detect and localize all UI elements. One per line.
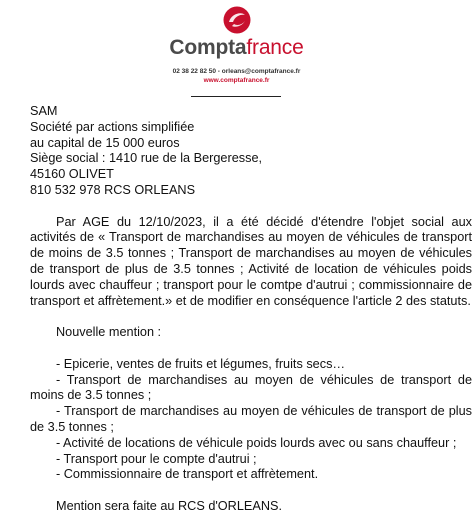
- company-seat: Siège social : 1410 rue de la Bergeresse,: [30, 151, 263, 166]
- list-item-text: - Transport de marchandises au moyen de véhicules de transport de plus de 3.5 tonnes ;: [30, 404, 472, 434]
- decision-paragraph: [30, 215, 472, 310]
- spacer: [30, 341, 472, 357]
- list-item-text: - Epicerie, ventes de fruits et légumes, fruits secs…: [56, 356, 346, 371]
- website-link[interactable]: www.comptafrance.fr: [203, 77, 270, 84]
- header-divider: [191, 96, 281, 97]
- new-mention-title: [30, 325, 472, 341]
- legal-notice: [30, 104, 472, 515]
- new-mention-title-text: Nouvelle mention :: [56, 325, 162, 340]
- list-item-text: - Transport de marchandises au moyen de véhicules de transport de moins de 3.5 tonnes ;: [30, 372, 472, 403]
- contact-line: 02 38 22 82 50 - orleans@comptafrance.fr: [172, 68, 301, 75]
- list-item-text: - Activité de locations de véhicule poids lourds avec ou sans chauffeur ;: [56, 435, 457, 450]
- comptafrance-logo-icon: [223, 6, 251, 34]
- decision-text: Par AGE du 12/10/2023, il a été décidé d'étendre l'objet social aux activités de « Transport de marchandises au moyen de véhicules de transport de moins de 3.5 tonnes ; Transport de marchandises au moyen de véhicules de transport de plus de 3.5 tonnes ; Activité de location de véhicules poids lourds avec chauffeur ; transport pour le comtpe d'autrui ; commissionnaire de transport et affrètement.» et de modifier en conséquence l'article 2 des statuts.: [30, 214, 472, 308]
- list-item: [30, 467, 472, 483]
- brand-name-light: france: [246, 36, 304, 59]
- company-rcs: 810 532 978 RCS ORLEANS: [30, 182, 196, 197]
- new-mention-list: [30, 357, 472, 483]
- list-item-text: - Commissionnaire de transport et affrètement.: [56, 467, 319, 482]
- list-item-text: - Transport pour le compte d'autrui ;: [56, 451, 257, 466]
- brand-name: [0, 37, 473, 59]
- brand-name-bold: Compta: [169, 36, 247, 59]
- spacer: [30, 483, 472, 499]
- closing-text: Mention sera faite au RCS d'ORLEANS.: [56, 498, 282, 513]
- spacer: [30, 309, 472, 325]
- letterhead: [0, 0, 473, 100]
- list-item: [30, 404, 472, 436]
- company-capital: au capital de 15 000 euros: [30, 135, 180, 150]
- company-name: SAM: [30, 104, 58, 118]
- closing-paragraph: [30, 499, 472, 515]
- company-postcode-city: 45160 OLIVET: [30, 167, 114, 182]
- company-form: Société par actions simplifiée: [30, 119, 195, 134]
- list-item: [30, 357, 472, 373]
- list-item: [30, 436, 472, 452]
- list-item: [30, 452, 472, 468]
- spacer: [30, 199, 472, 215]
- list-item: [30, 373, 472, 405]
